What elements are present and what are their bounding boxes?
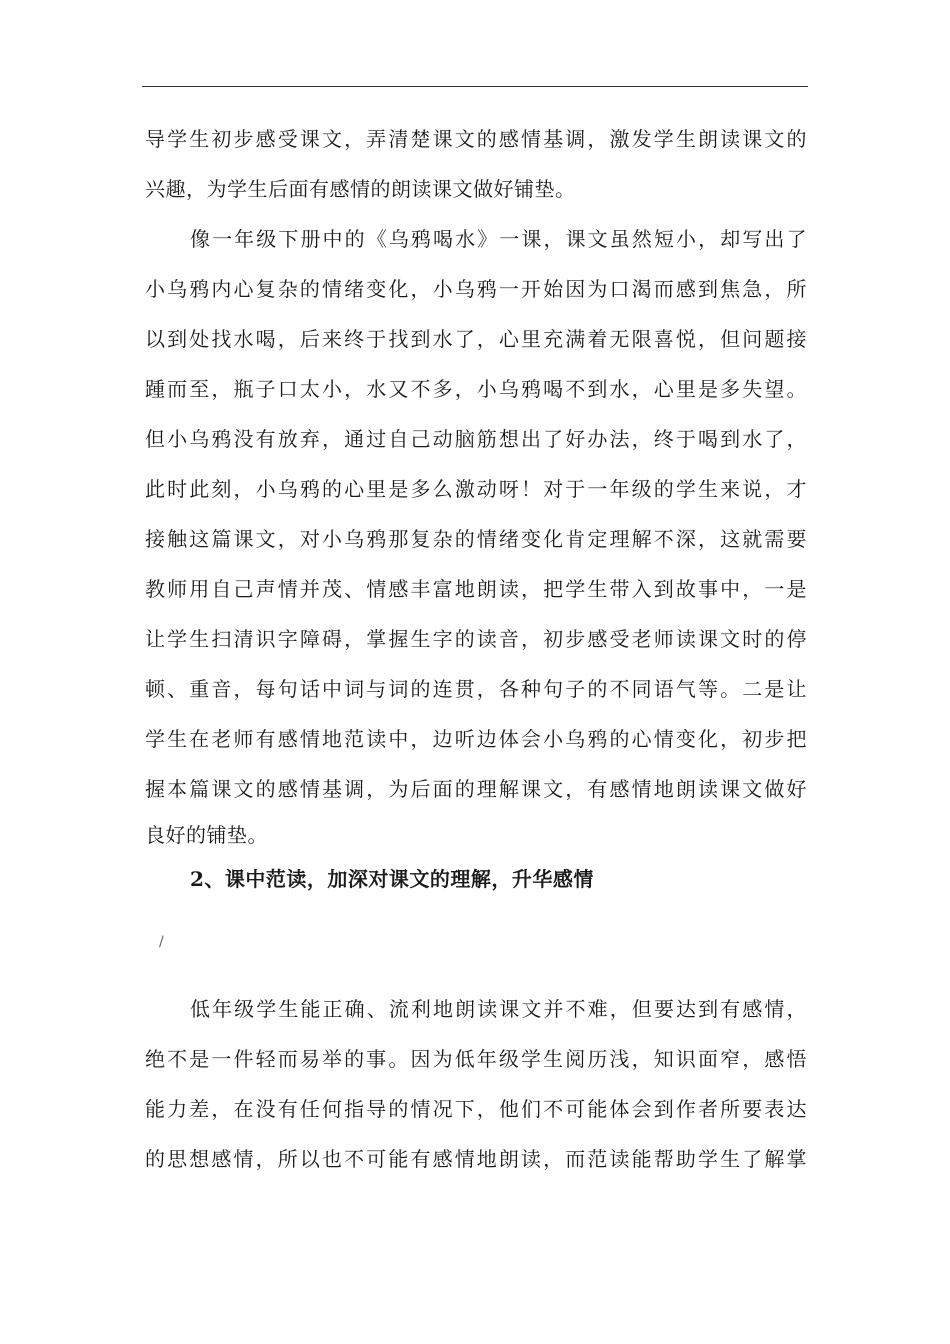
paragraph-2-line-10: 顿、重音，每句话中词与词的连贯，各种句子的不同语气等。二是让 xyxy=(145,677,807,701)
paragraph-2-line-2: 小乌鸦内心复杂的情绪变化，小乌鸦一开始因为口渴而感到焦急，所 xyxy=(145,277,807,301)
paragraph-3-line-3: 能力差，在没有任何指导的情况下，他们不可能体会到作者所要表达 xyxy=(145,1097,807,1121)
paragraph-1-line-1: 导学生初步感受课文，弄清楚课文的感情基调，激发学生朗读课文的 xyxy=(145,127,807,151)
paragraph-2-line-12: 握本篇课文的感情基调，为后面的理解课文，有感情地朗读课文做好 xyxy=(145,777,807,801)
paragraph-2-line-8: 教师用自己声情并茂、情感丰富地朗读，把学生带入到故事中，一是 xyxy=(145,577,807,601)
paragraph-2-line-11: 学生在老师有感情地范读中，边听边体会小乌鸦的心情变化，初步把 xyxy=(145,727,807,751)
paragraph-1-line-2: 兴趣，为学生后面有感情的朗读课文做好铺垫。 xyxy=(145,177,576,201)
paragraph-2-line-7: 接触这篇课文，对小乌鸦那复杂的情绪变化肯定理解不深，这就需要 xyxy=(145,527,807,551)
section-heading: 2、课中范读，加深对课文的理解，升华感情 xyxy=(190,867,594,891)
paragraph-2-line-1: 像一年级下册中的《乌鸦喝水》一课，课文虽然短小，却写出了 xyxy=(190,227,807,251)
paragraph-2-line-9: 让学生扫清识字障碍，掌握生字的读音，初步感受老师读课文时的停 xyxy=(145,627,807,651)
header-rule xyxy=(142,86,808,87)
paragraph-2-line-13: 良好的铺垫。 xyxy=(145,823,268,847)
stray-mark: / xyxy=(159,934,164,950)
paragraph-2-line-4: 踵而至，瓶子口太小，水又不多，小乌鸦喝不到水，心里是多失望。 xyxy=(145,377,807,401)
paragraph-3-line-1: 低年级学生能正确、流利地朗读课文并不难，但要达到有感情， xyxy=(190,997,807,1021)
paragraph-2-line-6: 此时此刻，小乌鸦的心里是多么激动呀！对于一年级的学生来说，才 xyxy=(145,477,807,501)
paragraph-3-line-4: 的思想感情，所以也不可能有感情地朗读，而范读能帮助学生了解掌 xyxy=(145,1147,807,1171)
paragraph-2-line-5: 但小乌鸦没有放弃，通过自己动脑筋想出了好办法，终于喝到水了， xyxy=(145,427,807,451)
paragraph-3-line-2: 绝不是一件轻而易举的事。因为低年级学生阅历浅，知识面窄，感悟 xyxy=(145,1047,807,1071)
paragraph-2-line-3: 以到处找水喝，后来终于找到水了，心里充满着无限喜悦，但问题接 xyxy=(145,327,807,351)
